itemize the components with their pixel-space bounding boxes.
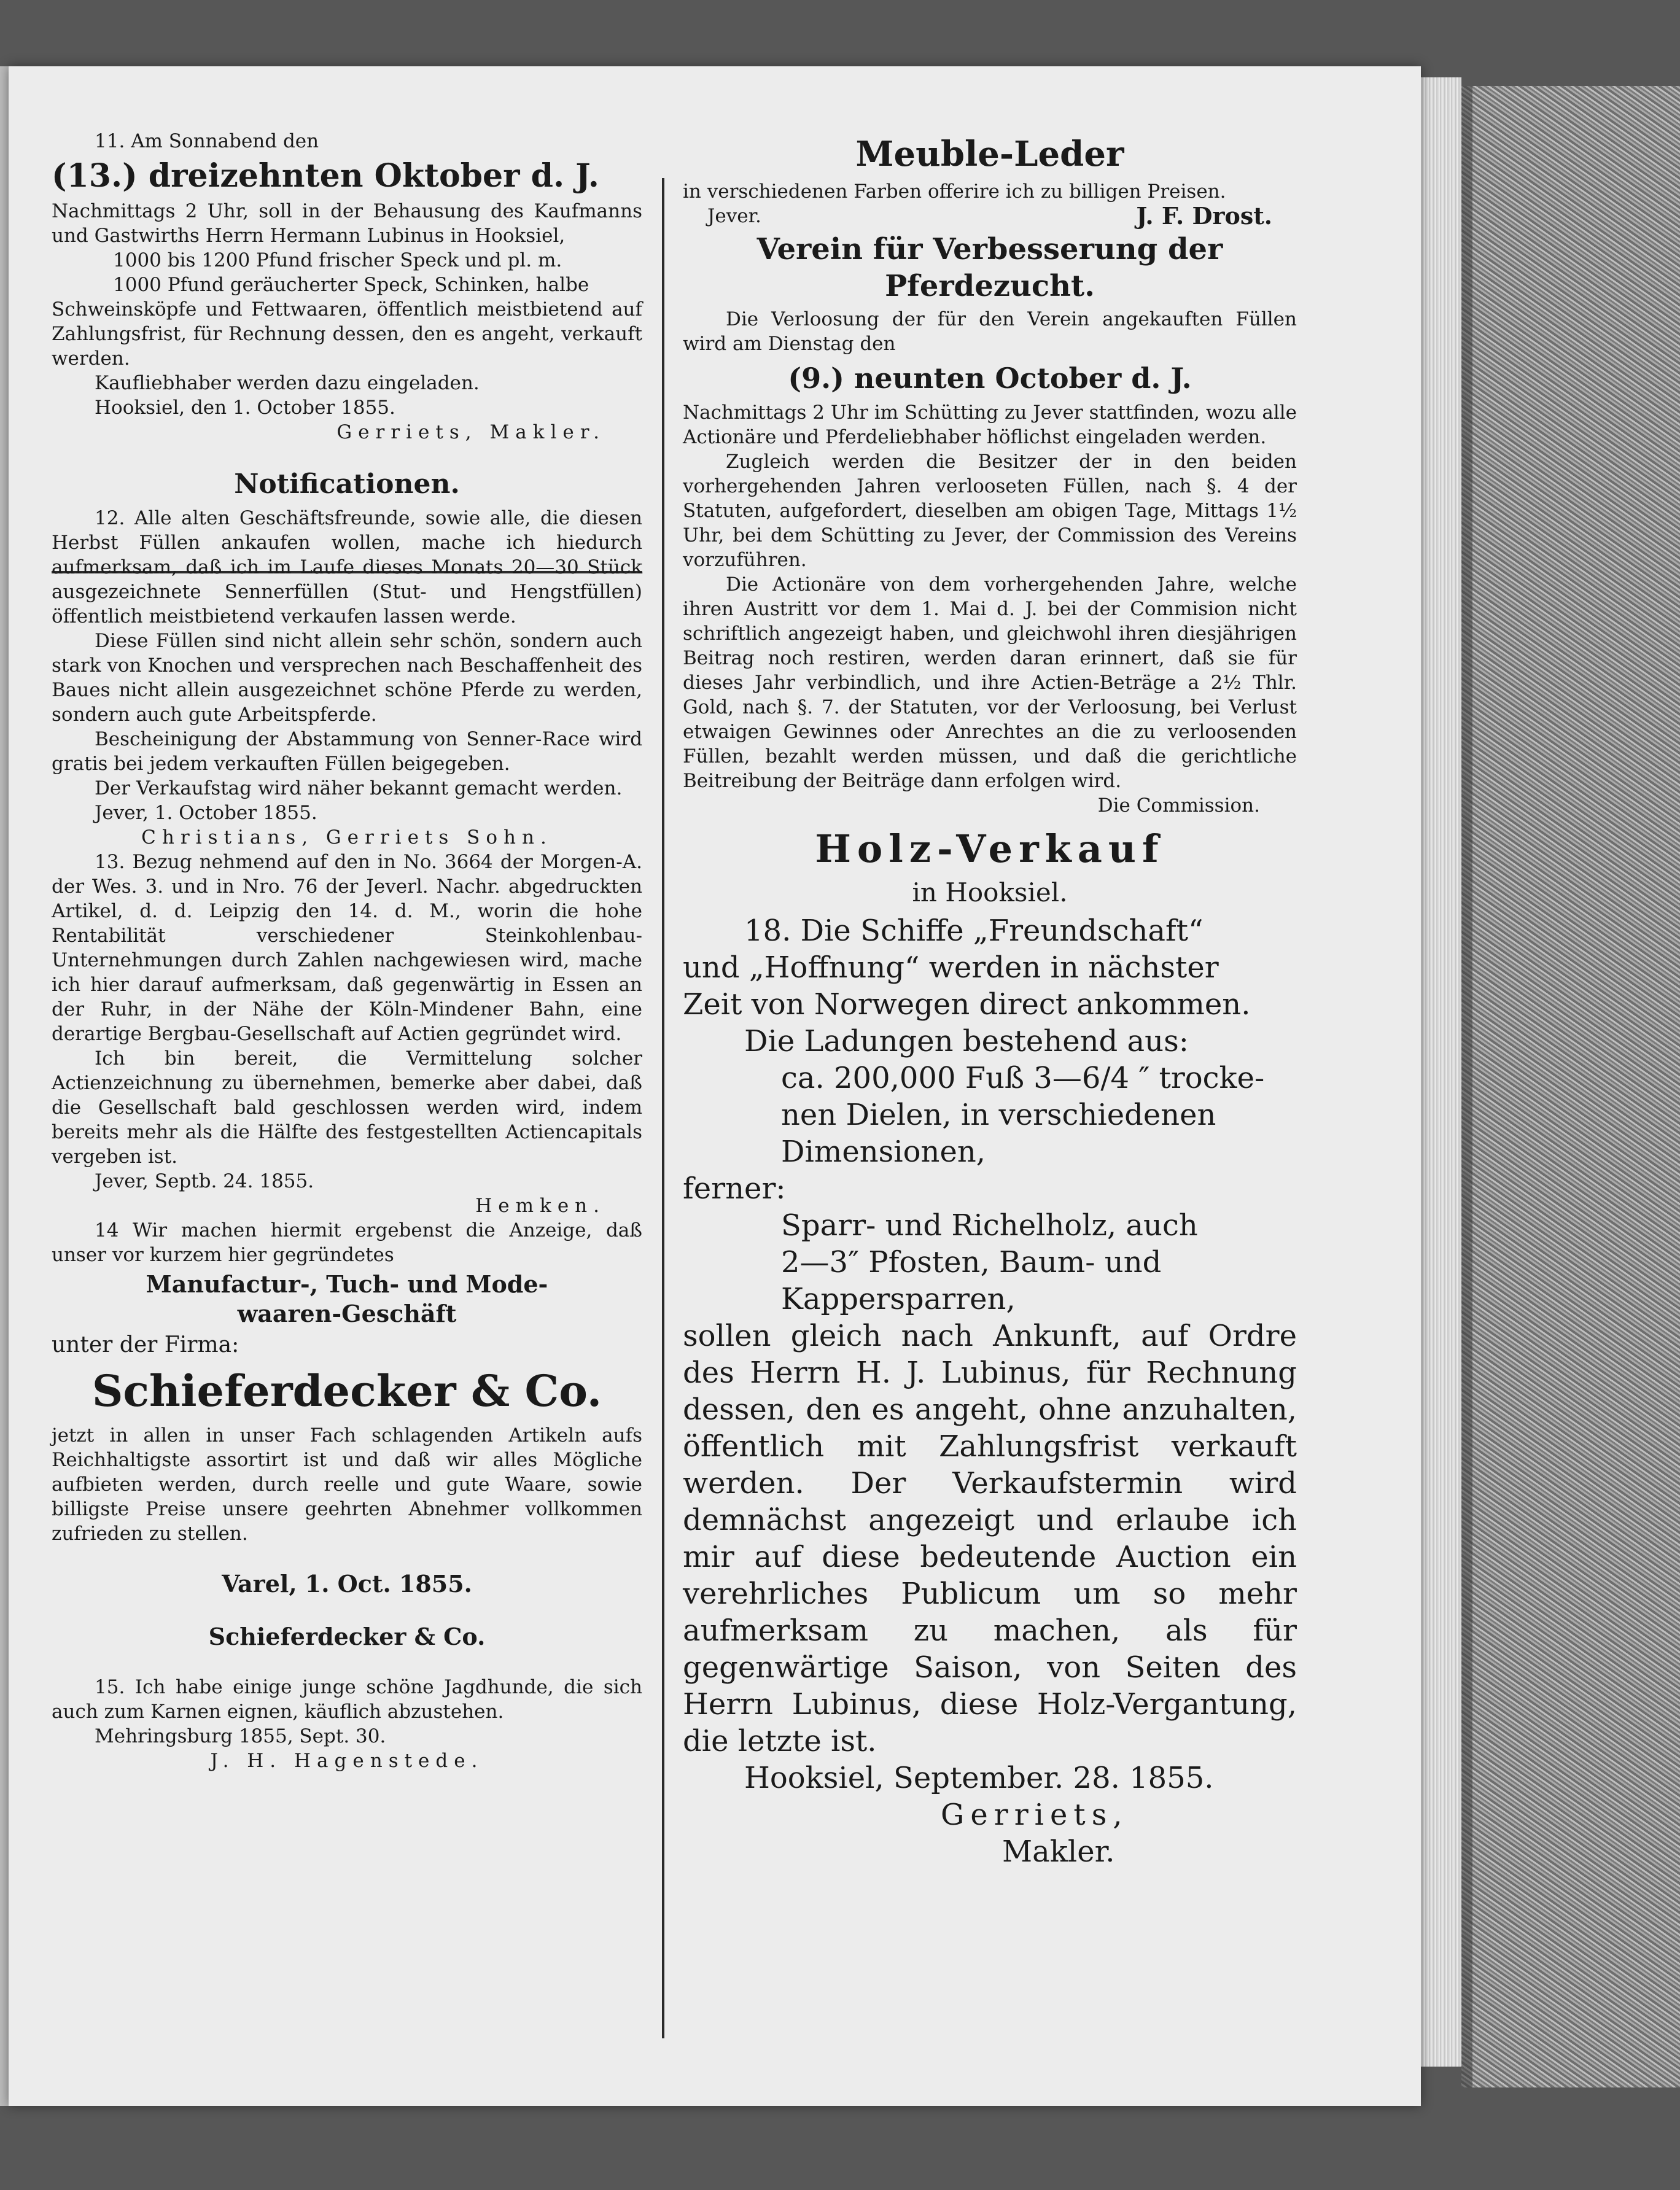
ad-11-item1: 1000 bis 1200 Pfund frischer Speck und pl. m. [113,249,562,271]
verein-p2: Nachmittags 2 Uhr im Schütting zu Jever stattfinden, wozu alle Actionäre und Pferdeliebhaber höflichst eingeladen werden. [683,402,1297,448]
holz-l10: 2—3″ Pfosten, Baum- und [781,1245,1162,1279]
verein-p3: Zugleich werden die Besitzer der in den beiden vorhergehenden Jahren verlooseten Füllen, nach §. 4 der Statuten, aufgefordert, dieselben am obigen Tage, Mittags 1½ Uhr, bei dem Schütting zu Jever, der Commission des Vereins vorzuführen. [683,451,1297,571]
ad-holz [683,824,1297,1870]
ad-11-head: 11. Am Sonnabend den [95,130,319,152]
book-cover-marbled [1461,86,1680,2087]
holz-l4: Die Ladungen bestehend aus: [744,1024,1189,1058]
ad-13-p1: 13. Bezug nehmend auf den in No. 3664 der Morgen-A. der Wes. 3. und in Nro. 76 der Jeverl. Nachr. abgedruckten Artikel, d. d. Leipzig den 14. d. M., worin die hohe Rentabilität verschiedener Steinkohlenbau-Unternehmungen durch Zahlen nachgewiesen wird, mache ich hier darauf aufmerksam, daß gegenwärtig in Essen an der Ruhr, in der Nähe der Köln-Mindener Bahn, eine derartige Bergbau-Gesellschaft auf Actien gegründet wird. [52,851,642,1045]
ad-12-place: Jever, 1. October 1855. [95,802,317,824]
holz-l2: und „Hoffnung“ werden in nächster [683,950,1219,985]
ad-14-bold2: waaren-Geschäft [237,1300,457,1327]
verein-date: (9.) neunten October d. J. [788,362,1192,395]
ad-14-p1: 14 Wir machen hiermit ergebenst die Anzeige, daß unser vor kurzem hier gegründetes [52,1219,642,1266]
ad-12-p1: 12. Alle alten Geschäftsfreunde, sowie alle, die diesen Herbst Füllen ankaufen wollen, mache ich hiedurch aufmerksam, daß ich im Laufe dieses Monats 20—30 Stück ausgezeichnete Sennerfüllen (Stut- und Hengstfüllen) öffentlich meistbietend verkaufen lassen werde. [52,507,642,627]
holz-l3: Zeit von Norwegen direct ankommen. [683,987,1251,1022]
holz-p1: sollen gleich nach Ankunft, auf Ordre des Herrn H. J. Lubinus, für Rechnung dessen, den es angeht, ohne anzuhalten, öffentlich mit Zahlungsfrist verkauft werden. Der Verkaufstermin wird demnächst angezeigt und erlaube ich mir auf diese bedeutende Auction ein verehrliches Publicum um so mehr aufmerksam zu machen, als für gegenwärtige Saison, von Seiten des Herrn Lubinus, diese Holz-Vergantung, die letzte ist. [683,1319,1297,1758]
meuble-sign: J. F. Drost. [1136,202,1272,230]
ad-verein [683,231,1297,818]
holz-l8: ferner: [683,1171,786,1206]
holz-sign2: Makler. [1002,1835,1115,1869]
ad-11-body1: Nachmittags 2 Uhr, soll in der Behausung des Kaufmanns und Gastwirths Herrn Hermann Lubinus in Hooksiel, [52,200,642,247]
ad-13-sign: Hemken. [475,1195,605,1217]
holz-l11: Kappersparren, [781,1282,1016,1316]
ad-11-place: Hooksiel, den 1. October 1855. [95,397,395,419]
ad-14-place: Varel, 1. Oct. 1855. [222,1570,472,1598]
ad-14-sign: Schieferdecker & Co. [208,1623,486,1650]
holz-l5: ca. 200,000 Fuß 3—6/4 ″ trocke- [781,1061,1265,1095]
meuble-signline [683,204,1297,228]
verein-sign: Die Commission. [1097,794,1260,817]
ad-15 [52,1675,642,1773]
holz-l7: Dimensionen, [781,1135,986,1169]
ad-13-place: Jever, Septb. 24. 1855. [95,1170,314,1192]
holz-sign1: Gerriets, [941,1798,1129,1832]
ad-12-sign: Christians, Gerriets Sohn. [141,826,553,848]
ad-13-p2: Ich bin bereit, die Vermittelung solcher Actienzeichnung zu übernehmen, bemerke aber dabei, daß die Gesellschaft bald geschlossen werden wird, indem bereits mehr als die Hälfte des festgestellten Actiencapitals vergeben ist. [52,1047,642,1168]
ad-12-p2: Diese Füllen sind nicht allein sehr schön, sondern auch stark von Knochen und versprechen nach Beschaffenheit des Baues nicht allein ausgezeichnet schöne Pferde zu werden, sondern auch gute Arbeitspferde. [52,630,642,726]
ad-11-date: (13.) dreizehnten Oktober d. J. [52,157,599,195]
ad-meuble [683,133,1297,228]
verein-title2: Pferdezucht. [885,269,1095,303]
holz-l1: 18. Die Schiffe „Freundschaft“ [744,914,1204,948]
ad-11-item2: 1000 Pfund geräucherter Speck, Schinken, halbe [113,274,589,296]
ad-14-p2: jetzt in allen in unser Fach schlagenden Artikeln aufs Reichhaltigste assortirt ist und daß wir alles Mögliche aufbieten werden, durch reelle und gute Waare, sowie billigste Preise unsere geehrten Abnehmer vollkommen zufrieden zu stellen. [52,1424,642,1545]
verein-title1: Verein für Verbesserung der [756,232,1223,266]
ad-11-sign: Gerriets, Makler. [336,421,605,443]
left-column [52,129,642,1773]
ad-13 [52,850,642,1218]
meuble-title: Meuble-Leder [855,134,1124,174]
holz-l6: nen Dielen, in verschiedenen [781,1098,1216,1132]
ad-11-body2: Schweinsköpfe und Fettwaaren, öffentlich meistbietend auf Zahlungsfrist, für Rechnung dessen, den es angeht, verkauft werden. [52,298,642,370]
ad-12 [52,506,642,850]
ad-11-invite: Kaufliebhaber werden dazu eingeladen. [95,372,480,394]
left-page-strip [0,66,9,2106]
ad-14 [52,1218,642,1652]
holz-sub: in Hooksiel. [912,877,1068,907]
holz-place: Hooksiel, September. 28. 1855. [744,1761,1214,1795]
holz-l9: Sparr- und Richelholz, auch [781,1208,1198,1243]
ad-14-bold1: Manufactur-, Tuch- und Mode- [146,1270,548,1298]
ad-15-place: Mehringsburg 1855, Sept. 30. [95,1725,386,1747]
verein-p1: Die Verloosung der für den Verein angekauften Füllen wird am Dienstag den [683,308,1297,355]
meuble-place: Jever. [707,205,761,227]
ad-11 [52,129,642,445]
meuble-body: in verschiedenen Farben offerire ich zu billigen Preisen. [683,181,1226,203]
column-divider [662,178,664,2038]
ad-15-sign: J. H. Hagenstede. [210,1750,484,1772]
right-column [683,129,1297,1870]
section-title: Notificationen. [234,468,460,500]
ad-14-firma: unter der Firma: [52,1332,239,1357]
ad-15-p1: 15. Ich habe einige junge schöne Jagdhunde, die sich auch zum Karnen eignen, käuflich abzustehen. [52,1676,642,1723]
holz-title: Holz-Verkauf [815,826,1165,871]
ad-12-p3: Bescheinigung der Abstammung von Senner-Race wird gratis bei jedem verkauften Füllen beigegeben. [52,728,642,775]
ad-12-p4: Der Verkaufstag wird näher bekannt gemacht werden. [95,777,623,799]
ad-14-firm: Schieferdecker & Co. [91,1365,602,1416]
verein-p4: Die Actionäre von dem vorhergehenden Jahre, welche ihren Austritt vor dem 1. Mai d. J. bei der Commision nicht schriftlich angezeigt haben, und gleichwohl ihren diesjährigen Beitrag noch restiren, werden daran erinnert, daß sie für dieses Jahr verbindlich, und ihre Actien-Beträge a 2½ Thlr. Gold, nach §. 7. der Statuten, vor der Verloosung, bei Verlust etwaigen Gewinnes oder Anrechtes an die zu verloosenden Füllen, bezahlt werden müssen, und daß die gerichtliche Beitreibung der Beiträge dann erfolgen wird. [683,573,1297,792]
